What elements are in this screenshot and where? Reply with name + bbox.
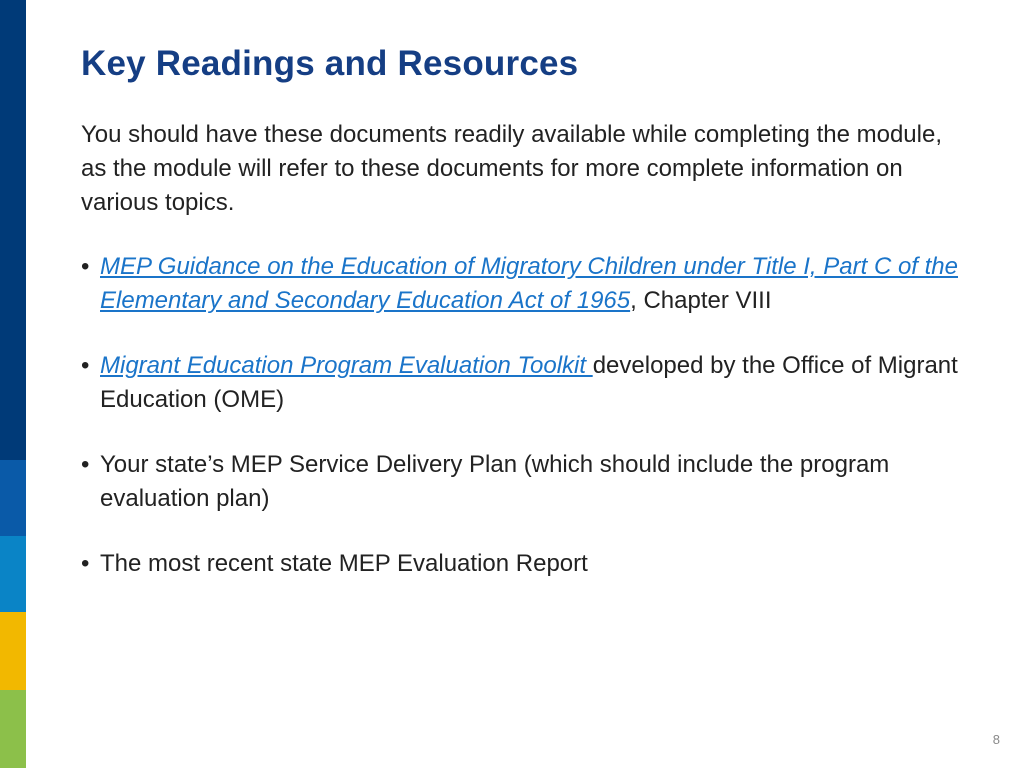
evaluation-report-text: The most recent state MEP Evaluation Report [100, 550, 588, 577]
evaluation-toolkit-link[interactable]: Migrant Education Program Evaluation Toolkit [100, 352, 593, 379]
page-number: 8 [992, 732, 1000, 747]
mep-guidance-suffix: , Chapter VIII [630, 287, 772, 314]
resource-item-mep-guidance [81, 250, 961, 318]
side-bar-navy-segment [0, 0, 26, 460]
bullet-icon: • [81, 253, 90, 280]
intro-paragraph: You should have these documents readily available while completing the module, as the module will refer to these documents for more complete information on various topics. [81, 121, 942, 216]
evaluation-toolkit-description: developed by the Office of Migrant Education (OME) [100, 352, 958, 413]
mep-guidance-link[interactable]: MEP Guidance on the Education of Migratory Children under Title I, Part C of the Elementary and Secondary Education Act of 1965 [100, 253, 958, 314]
resource-item-evaluation-toolkit [81, 349, 961, 417]
bullet-icon: • [81, 352, 90, 379]
side-bar-light-blue-segment [0, 536, 26, 612]
side-bar-yellow-segment [0, 612, 26, 690]
bullet-icon: • [81, 451, 90, 478]
resource-list [81, 250, 961, 581]
service-delivery-plan-text: Your state’s MEP Service Delivery Plan (which should include the program evaluation plan) [100, 451, 890, 512]
resource-item-evaluation-report [81, 547, 961, 581]
resource-item-service-delivery-plan [81, 448, 961, 516]
bullet-icon: • [81, 550, 90, 577]
side-color-bar [0, 0, 26, 768]
side-bar-blue-segment [0, 460, 26, 536]
slide-content [81, 118, 961, 612]
slide-title: Key Readings and Resources [81, 44, 579, 83]
side-bar-green-segment [0, 690, 26, 768]
